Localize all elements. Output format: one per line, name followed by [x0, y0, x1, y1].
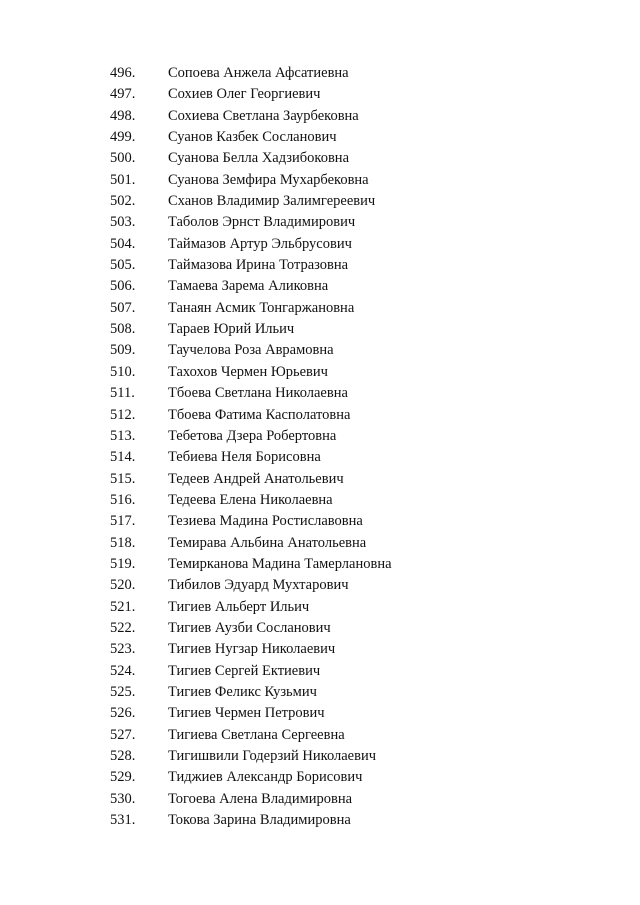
entry-number: 516. [110, 491, 136, 508]
entry-number: 498. [110, 107, 136, 124]
list-item [110, 148, 392, 169]
entry-name: Суанов Казбек Сосланович [168, 129, 337, 146]
list-item [110, 63, 392, 84]
entry-name: Тезиева Мадина Ростиславовна [168, 513, 363, 530]
entry-number: 522. [110, 619, 136, 636]
entry-number: 524. [110, 662, 136, 679]
entry-number: 496. [110, 65, 136, 81]
list-item [110, 618, 392, 639]
list-item [110, 127, 392, 148]
entry-number: 528. [110, 748, 136, 764]
list-item [110, 106, 392, 127]
entry-name: Тигиев Чермен Петрович [168, 705, 325, 722]
list-item [110, 383, 392, 404]
list-item [110, 469, 392, 490]
list-item [110, 319, 392, 340]
list-item [110, 191, 392, 212]
list-item [110, 276, 392, 297]
entry-name: Тигиев Нугзар Николаевич [168, 641, 336, 658]
entry-number: 530. [110, 790, 136, 807]
list-item [110, 661, 392, 682]
list-item [110, 703, 392, 724]
entry-number: 507. [110, 299, 136, 316]
entry-number: 517. [110, 513, 136, 530]
entry-number: 531. [110, 812, 136, 829]
list-item [110, 405, 392, 426]
entry-number: 513. [110, 427, 136, 444]
list-item [110, 810, 392, 831]
entry-number: 509. [110, 342, 136, 359]
entry-number: 497. [110, 86, 136, 103]
entry-name: Суанова Земфира Мухарбековна [168, 171, 369, 188]
entry-number: 527. [110, 726, 136, 743]
entry-number: 525. [110, 683, 136, 700]
entry-number: 503. [110, 214, 136, 231]
list-item [110, 447, 392, 468]
list-item [110, 234, 392, 255]
entry-name: Тигиев Аузби Сосланович [168, 619, 331, 636]
list-item [110, 682, 392, 703]
entry-number: 520. [110, 577, 136, 594]
list-item [110, 746, 392, 767]
entry-name: Таймазов Артур Эльбрусович [168, 235, 352, 252]
entry-name: Тигиев Альберт Ильич [168, 598, 310, 615]
entry-name: Сохиев Олег Георгиевич [168, 86, 321, 103]
entry-name: Тигиев Сергей Ектиевич [168, 662, 321, 679]
list-item [110, 725, 392, 746]
entry-number: 526. [110, 705, 136, 722]
entry-name: Таучелова Роза Аврамовна [168, 342, 334, 359]
entry-number: 511. [110, 385, 135, 402]
entry-number: 508. [110, 321, 136, 338]
list-item [110, 575, 392, 596]
list-item [110, 170, 392, 191]
entry-number: 500. [110, 150, 136, 167]
entry-name: Тбоева Фатима Касполатовна [168, 406, 351, 423]
entry-number: 501. [110, 171, 136, 188]
list-item [110, 767, 392, 788]
entry-number: 499. [110, 129, 136, 146]
entry-name: Темирканова Мадина Тамерлановна [168, 555, 392, 572]
entry-number: 519. [110, 555, 136, 572]
list-item [110, 212, 392, 233]
list-item [110, 298, 392, 319]
list-item [110, 639, 392, 660]
entry-number: 510. [110, 363, 136, 380]
entry-name: Сопоева Анжела Афсатиевна [168, 65, 349, 81]
list-item [110, 533, 392, 554]
entry-name: Тедеев Андрей Анатольевич [168, 470, 344, 487]
entry-name: Токова Зарина Владимировна [168, 812, 351, 829]
entry-number: 521. [110, 598, 136, 615]
entry-name: Сохиева Светлана Заурбековна [168, 107, 359, 124]
list-item [110, 554, 392, 575]
list-item [110, 84, 392, 105]
entry-name: Тигиева Светлана Сергеевна [168, 726, 345, 743]
list-item [110, 255, 392, 276]
entry-number: 518. [110, 534, 136, 551]
entry-name: Тогоева Алена Владимировна [168, 790, 353, 807]
entry-number: 502. [110, 193, 136, 210]
entry-name: Темирава Альбина Анатольевна [168, 534, 367, 551]
entry-name: Тиджиев Александр Борисович [168, 769, 363, 786]
entry-name: Танаян Асмик Тонгаржановна [168, 299, 355, 316]
entry-name: Тебиева Неля Борисовна [168, 449, 321, 466]
entry-number: 504. [110, 235, 136, 252]
entry-name: Тебетова Дзера Робертовна [168, 427, 337, 444]
list-item [110, 789, 392, 810]
names-list [110, 63, 392, 831]
entry-name: Тахохов Чермен Юрьевич [168, 363, 328, 380]
list-item [110, 340, 392, 361]
entry-number: 506. [110, 278, 136, 295]
entry-name: Суанова Белла Хадзибоковна [168, 150, 350, 167]
entry-name: Тараев Юрий Ильич [168, 321, 295, 338]
entry-name: Тигишвили Годерзий Николаевич [168, 748, 377, 764]
entry-name: Таймазова Ирина Тотразовна [168, 257, 349, 274]
entry-name: Тамаева Зарема Аликовна [168, 278, 329, 295]
entry-number: 515. [110, 470, 136, 487]
entry-number: 523. [110, 641, 136, 658]
entry-number: 514. [110, 449, 136, 466]
entry-name: Таболов Эрнст Владимирович [168, 214, 356, 231]
list-item [110, 597, 392, 618]
entry-name: Тибилов Эдуард Мухтарович [168, 577, 349, 594]
entry-name: Тигиев Феликс Кузьмич [168, 683, 317, 700]
entry-name: Сханов Владимир Залимгереевич [168, 193, 376, 210]
list-item [110, 511, 392, 532]
list-item [110, 426, 392, 447]
entry-name: Тбоева Светлана Николаевна [168, 385, 348, 402]
list-item [110, 362, 392, 383]
entry-number: 512. [110, 406, 136, 423]
entry-number: 529. [110, 769, 136, 786]
list-item [110, 490, 392, 511]
entry-name: Тедеева Елена Николаевна [168, 491, 333, 508]
entry-number: 505. [110, 257, 136, 274]
